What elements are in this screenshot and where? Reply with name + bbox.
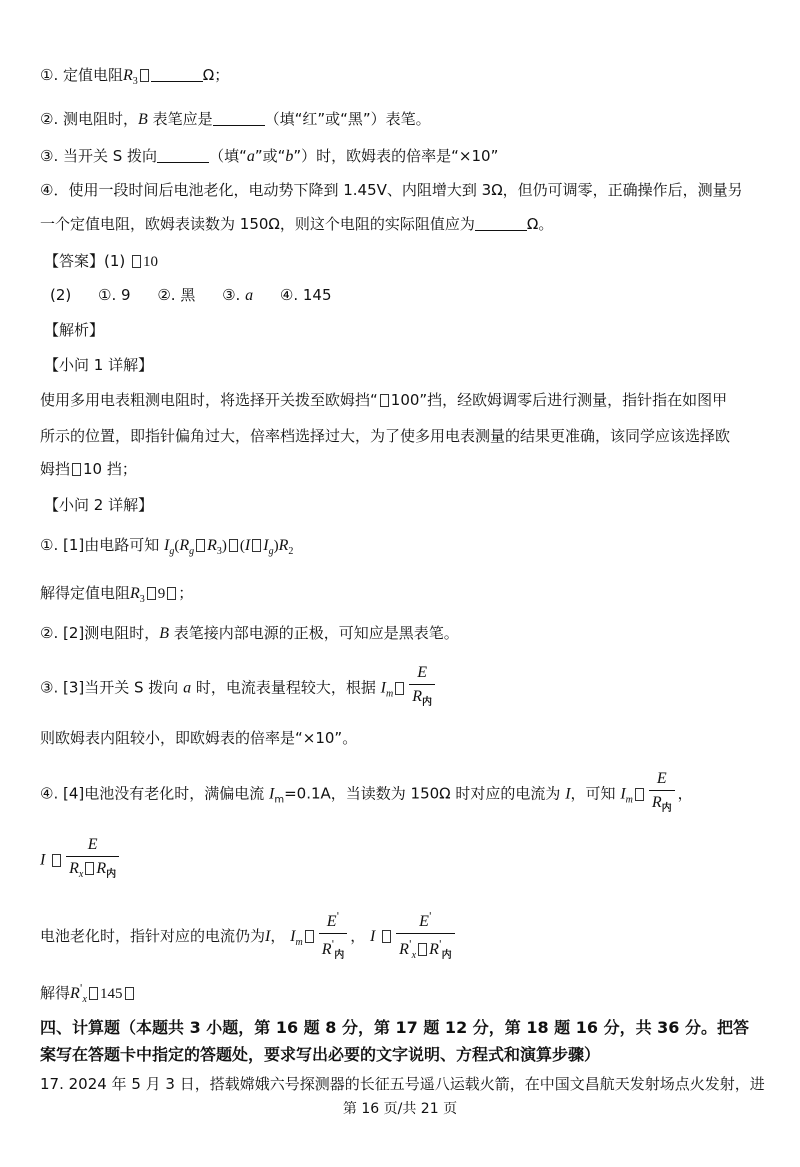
section-4-title-line2: 案写在答题卡中指定的答题处，要求写出必要的文字说明、方程式和演算步骤）: [40, 1045, 601, 1064]
section-1-line3: 姆挡 10 挡；: [40, 460, 137, 478]
missing-glyph-box: [140, 69, 149, 82]
missing-glyph-box: [418, 943, 427, 956]
missing-glyph-box: [380, 394, 389, 407]
fraction-Eprime-over-Rnei-prime: $\frac{E'}{R'_内}$: [319, 906, 348, 967]
missing-glyph-box: [305, 930, 314, 943]
missing-glyph-box: [72, 463, 81, 476]
missing-glyph-box: [196, 539, 205, 552]
section-1-line2: 所示的位置，即指针偏角过大，倍率档选择过大，为了使多用电表测量的结果更准确，该同学应该选择欧: [40, 427, 731, 445]
missing-glyph-box: [147, 587, 156, 600]
step-3-conclusion: 则欧姆表内阻较小，即欧姆表的倍率是“×10”。: [40, 729, 358, 747]
missing-glyph-box: [89, 987, 98, 1000]
missing-glyph-box: [167, 587, 176, 600]
section-2-label: 【小问 2 详解】: [44, 496, 154, 514]
fraction-E-over-Rnei: $\frac{E}{R_内}$: [409, 662, 435, 714]
item-3: ③. 当开关 S 拨向 （填“a”或“b”）时，欧姆表的倍率是“×10”: [40, 147, 499, 165]
section-4-title-line1: 四、计算题（本题共 3 小题，第 16 题 8 分，第 17 题 12 分，第 18 题 16 分，共 36 分。把答: [40, 1018, 749, 1037]
missing-glyph-box: [382, 930, 391, 943]
step-3: ③. [3]当开关 S 拨向 a 时，电流表量程较大，根据 $I_m$ $\frac{E}{R_内}$: [40, 662, 438, 714]
section-1-label: 【小问 1 详解】: [44, 356, 154, 374]
step-2: ②. [2]测电阻时，B 表笔接内部电源的正极，可知应是黑表笔。: [40, 624, 459, 642]
step-4-equation-I: I $\frac{E}{R_x R_内}$: [40, 834, 122, 886]
page-footer: 第 16 页/共 21 页: [342, 1101, 458, 1117]
step-1-result: 解得定值电阻$R_3$ 9 ；: [40, 584, 194, 605]
missing-glyph-box: [52, 854, 61, 867]
section-1-line1: 使用多用电表粗测电阻时，将选择开关拨至欧姆挡“ 100”挡，经欧姆调零后进行测量，指针指在如图甲: [40, 391, 728, 409]
analysis-label: 【解析】: [44, 321, 105, 339]
missing-glyph-box: [395, 682, 404, 695]
item-1: ①. 定值电阻$R_3$ Ω；: [40, 66, 230, 87]
answer-line-2: (2) ①. 9 ②. 黑 ③. a ④. 145: [50, 286, 332, 304]
fraction-E-over-Rnei: $\frac{E}{R_内}$: [649, 768, 675, 820]
step-4-line1: ④. [4]电池没有老化时，满偏电流 $I_m=0.1A$，当读数为 150Ω 时对应的电流为 I，可知 $I_m$ $\frac{E}{R_内}$ ，: [40, 768, 693, 820]
answer-line-1: 【答案】(1) 10: [44, 252, 159, 270]
item-4-line2: 一个定值电阻，欧姆表读数为 150Ω，则这个电阻的实际阻值应为 Ω。: [40, 215, 554, 233]
missing-glyph-box: [85, 862, 94, 875]
missing-glyph-box: [125, 987, 134, 1000]
missing-glyph-box: [252, 539, 261, 552]
answer-blank[interactable]: [151, 67, 203, 82]
step-4-result: 解得$R'_x$ 145: [40, 978, 136, 1011]
fraction-Eprime-over-sum: $\frac{E'}{R'_x R'_内}$: [396, 906, 455, 967]
missing-glyph-box: [635, 788, 644, 801]
step-4-line2: 电池老化时，指针对应的电流仍为I， $I_m$ $\frac{E'}{R'_内}$ ， I $\frac{E'}{R'_x R'_内}$: [40, 906, 458, 967]
answer-blank[interactable]: [157, 148, 209, 163]
answer-blank[interactable]: [475, 216, 527, 231]
item-2: ②. 测电阻时，B 表笔应是 （填“红”或“黑”）表笔。: [40, 110, 431, 128]
fraction-E-over-Rx-plus-Rnei: $\frac{E}{R_x R_内}$: [66, 834, 119, 886]
answer-blank[interactable]: [213, 111, 265, 126]
question-17: 17. 2024 年 5 月 3 日，搭载嫦娥六号探测器的长征五号遥八运载火箭，在中国文昌航天发射场点火发射，进: [40, 1075, 765, 1093]
missing-glyph-box: [229, 539, 238, 552]
item-4-line1: ④．使用一段时间后电池老化，电动势下降到 1.45V、内阻增大到 3Ω，但仍可调零，正确操作后，测量另: [40, 181, 743, 199]
missing-glyph-box: [132, 255, 141, 268]
step-1-equation: ①. [1]由电路可知 $I_g(R_g$ $R_3$) (I $I_g)R_2$: [40, 536, 294, 557]
